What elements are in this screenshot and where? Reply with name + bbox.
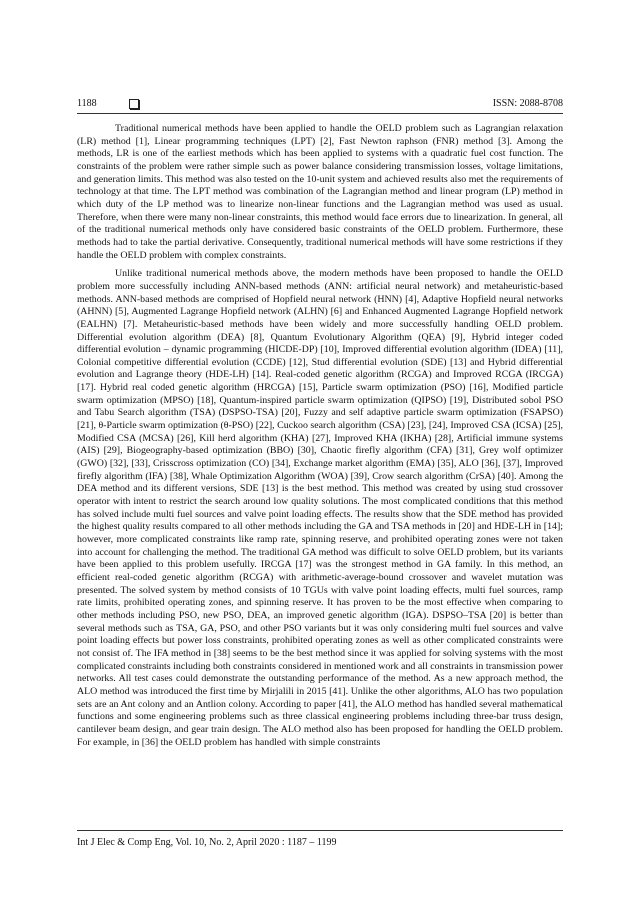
paragraph-traditional-methods: Traditional numerical methods have been applied to handle the OELD problem such as Lagrangian relaxation (LR) method [1], Linear programming techniques (LPT) [2], Fast Newton raphson (FNR) method [3]. Among the methods, LR is one of the earliest methods which has been applied to systems with a quadratic fuel cost function. The constraints of the problem were rather simple such as power balance considering transmission losses, voltage limitations, and generation limits. This method was also tested on the 10-unit system and achieved results also met the requirements of technology at that time. The LPT method was combination of the Lagrangian method and linear program (LP) method in which duty of the LP method was to linearize non-linear functions and the Lagrangian method was used as usual. Therefore, when there were many non-linear constraints, this method would face errors due to linearization. In general, all of the traditional numerical methods only have considered basic constraints of the OELD problem. Furthermore, these methods had to take the partial derivative. Consequently, traditional numerical methods will have some restrictions if they handle the OELD problem with complex constraints. bbox=[77, 123, 563, 261]
footer-rule bbox=[77, 830, 563, 831]
page-header bbox=[77, 98, 563, 112]
paragraph-modern-methods: Unlike traditional numerical methods above, the modern methods have been proposed to handle the OELD problem more successfully including ANN-based methods (ANN: artificial neural network) and metaheuristic-based methods. ANN-based methods are comprised of Hopfield neural network (HNN) [4], Adaptive Hopfield neural networks (AHNN) [5], Augmented Lagrange Hopfield network (ALHN) [6] and Enhanced Augmented Lagrange Hopfield network (EALHN) [7]. Metaheuristic-based methods have been widely and more successfully handling OELD problem. Differential evolution algorithm (DEA) [8], Quantum Evolutionary Algorithm (QEA) [9], Hybrid integer coded differential evolution – dynamic programming (HICDE-DP) [10], Improved differential evolution algorithm (IDEA) [11], Colonial competitive differential evolution (CCDE) [12], Stud differential evolution (SDE) [13] and Hybrid differential evolution and Lagrange theory (HDE-LH) [14]. Real-coded genetic algorithm (RCGA) and Improved RCGA (IRCGA) [17]. Hybrid real coded genetic algorithm (HRCGA) [15], Particle swarm optimization (PSO) [16], Modified particle swarm optimization (MPSO) [18], Quantum-inspired particle swarm optimization (QIPSO) [19], Distributed sobol PSO and Tabu Search algorithm (TSA) (DSPSO-TSA) [20], Fuzzy and self adaptive particle swarm optimization (FSAPSO) [21], θ-Particle swarm optimization (θ-PSO) [22], Cuckoo search algorithm (CSA) [23], [24], Improved CSA (ICSA) [25], Modified CSA (MCSA) [26], Kill herd algorithm (KHA) [27], Improved KHA (IKHA) [28], Artificial immune systems (AIS) [29], Biogeography-based optimization (BBO) [30], Chaotic firefly algorithm (CFA) [31], Grey wolf optimizer (GWO) [32], [33], Crisscross optimization (CO) [34], Exchange market algorithm (EMA) [35], ALO [36], [37], Improved firefly algorithm (IFA) [38], Whale Optimization Algorithm (WOA) [39], Crow search algorithm (CrSA) [40]. Among the DEA method and its different versions, SDE [13] is the best method. This method was created by using stud crossover operator with intent to restrict the search around low quality solutions. The most complicated conditions that this method has solved include multi fuel sources and valve point loading effects. The results show that the SDE method has provided the highest quality results compared to all other methods including the GA and TSA methods in [20] and HDE-LH in [14]; however, more complicated constraints like ramp rate, spinning reserve, and prohibited operating zones were not taken into account for challenging the method. The traditional GA method was difficult to solve OELD problem, but its variants have been applied to this problem usefully. IRCGA [17] was the strongest method in GA family. In this method, an efficient real-coded genetic algorithm (RCGA) with arithmetic-average-bound crossover and wavelet mutation was presented. The solved system by method consists of 10 TGUs with valve point loading effects, multi fuel sources, ramp rate limits, prohibited operating zones, and spinning reserve. It has proven to be the most effective when comparing to other methods including PSO, new PSO, DEA, an improved genetic algorithm (IGA). DSPSO–TSA [20] is better than several methods such as TSA, GA, PSO, and other PSO variants but it was only considering multi fuel sources and valve point loading effects but power loss constraints, prohibited operating zones as well as other complicated constraints were not consist of. The IFA method in [38] seems to be the best method since it was applied for solving systems with the most complicated constraints including both constraints considered in mentioned work and all constraints in transmission power networks. All test cases could demonstrate the outstanding performance of the method. As a new approach method, the ALO method was introduced the first time by Mirjalili in 2015 [41]. Unlike the other algorithms, ALO has two population sets are an Ant colony and an Antlion colony. According to paper [41], the ALO method has handled several mathematical functions and some engineering problems such as three classical engineering problems including three-bar truss design, cantilever beam design, and gear train design. The ALO method also has been proposed for handling the OELD problem. For example, in [36] the OELD problem has handled with simple constraints bbox=[77, 268, 563, 748]
body-text bbox=[77, 123, 563, 755]
header-rule bbox=[77, 113, 563, 114]
square-icon bbox=[129, 99, 139, 109]
footer-citation: Int J Elec & Comp Eng, Vol. 10, No. 2, April 2020 : 1187 – 1199 bbox=[77, 837, 337, 848]
issn-label: ISSN: 2088-8708 bbox=[492, 98, 563, 109]
page-number: 1188 bbox=[77, 98, 97, 109]
